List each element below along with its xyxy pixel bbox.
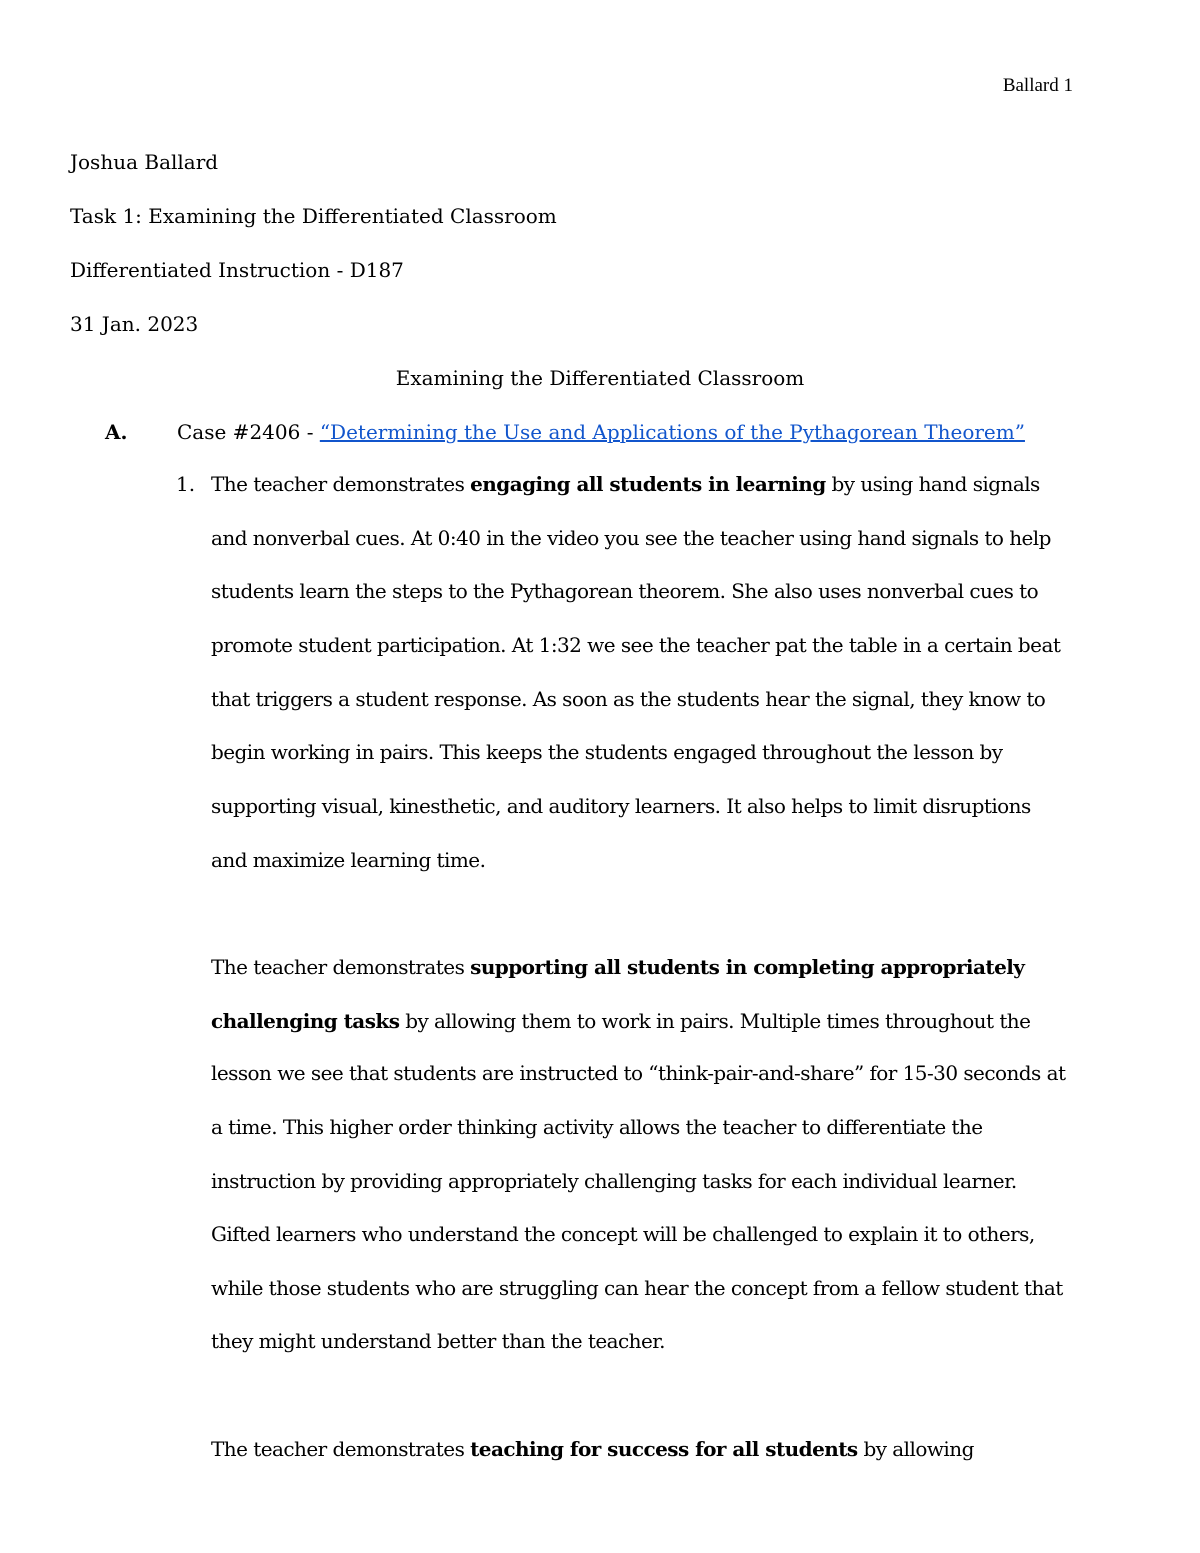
- paragraph-line: supporting visual, kinesthetic, and auditory learners. It also helps to limit disruptions: [211, 794, 1031, 818]
- paragraph-line: while those students who are struggling can hear the concept from a fellow student that: [211, 1276, 1063, 1300]
- paragraph-line: a time. This higher order thinking activity allows the teacher to differentiate the: [211, 1115, 983, 1139]
- text-span: The teacher demonstrates: [211, 955, 471, 979]
- paragraph-line: lesson we see that students are instructed to “think-pair-and-share” for 15-30 seconds at: [211, 1061, 1066, 1085]
- bold-phrase: supporting all students in completing appropriately: [470, 955, 1025, 979]
- section-letter: A.: [105, 420, 128, 444]
- author-name: Joshua Ballard: [70, 150, 219, 174]
- text-span: by using hand signals: [825, 472, 1040, 496]
- text-span: The teacher demonstrates: [211, 1437, 471, 1461]
- paragraph-line: instruction by providing appropriately challenging tasks for each individual learner.: [211, 1169, 1017, 1193]
- paragraph-line: begin working in pairs. This keeps the students engaged throughout the lesson by: [211, 740, 1003, 764]
- paragraph-line: promote student participation. At 1:32 we see the teacher pat the table in a certain beat: [211, 633, 1061, 657]
- paragraph-line: and nonverbal cues. At 0:40 in the video you see the teacher using hand signals to help: [211, 526, 1051, 550]
- paragraph-line: that triggers a student response. As soon as the students hear the signal, they know to: [211, 687, 1046, 711]
- document-title: Examining the Differentiated Classroom: [395, 366, 805, 390]
- bold-phrase: challenging tasks: [211, 1009, 400, 1033]
- paragraph-line: they might understand better than the teacher.: [211, 1329, 665, 1353]
- case-video-link[interactable]: “Determining the Use and Applications of the Pythagorean Theorem”: [319, 420, 1025, 444]
- paragraph-line: students learn the steps to the Pythagorean theorem. She also uses nonverbal cues to: [211, 579, 1039, 603]
- text-span: The teacher demonstrates: [211, 472, 471, 496]
- paragraph-line: [211, 471, 1040, 497]
- paragraph-line: and maximize learning time.: [211, 848, 486, 872]
- course-line: Differentiated Instruction - D187: [70, 258, 404, 282]
- text-span: by allowing them to work in pairs. Multiple times throughout the: [399, 1009, 1031, 1033]
- list-item-number: 1.: [176, 472, 196, 496]
- date-line: 31 Jan. 2023: [70, 312, 199, 336]
- case-prefix: Case #2406 -: [177, 420, 320, 444]
- paragraph-line: [211, 1008, 1030, 1034]
- task-line: Task 1: Examining the Differentiated Classroom: [70, 204, 557, 228]
- section-heading: [105, 419, 1025, 445]
- bold-phrase: engaging all students in learning: [470, 472, 826, 496]
- running-head: Ballard 1: [1002, 75, 1073, 96]
- paragraph-line: [211, 1436, 974, 1462]
- paragraph-line: [211, 954, 1024, 980]
- paragraph-line: Gifted learners who understand the concept will be challenged to explain it to others,: [211, 1222, 1035, 1246]
- bold-phrase: teaching for success for all students: [470, 1437, 858, 1461]
- text-span: by allowing: [857, 1437, 974, 1461]
